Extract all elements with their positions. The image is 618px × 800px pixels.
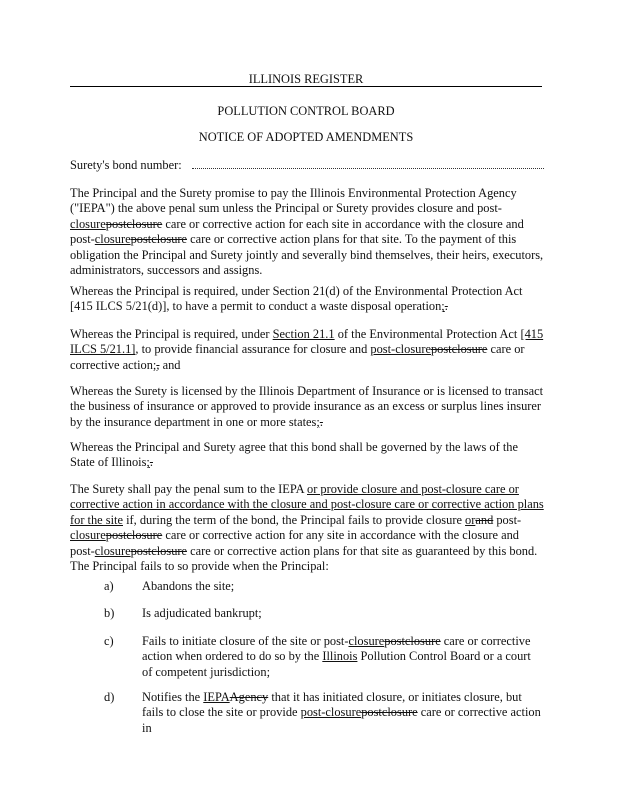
item-label: a) bbox=[104, 579, 114, 593]
item-text bbox=[142, 634, 542, 680]
text-run: The Surety shall pay the penal sum to the IEPA bbox=[70, 482, 307, 496]
item-label: b) bbox=[104, 606, 115, 620]
paragraph-governing-law bbox=[70, 440, 544, 471]
text-run: that it has initiated closure, or initiates closure, but fails to close the site or provide bbox=[142, 690, 522, 720]
deleted-text: Agency bbox=[229, 690, 269, 704]
deleted-text: , bbox=[156, 357, 160, 372]
deleted-text: postclosure bbox=[130, 543, 188, 558]
inserted-text: closure bbox=[94, 232, 131, 247]
notice-title: NOTICE OF ADOPTED AMENDMENTS bbox=[198, 130, 414, 144]
deleted-text: postclosure bbox=[384, 634, 441, 648]
item-label: c) bbox=[104, 634, 114, 648]
text-run: Fails to initiate closure of the site or post- bbox=[142, 634, 349, 648]
paragraph-permit bbox=[70, 284, 544, 315]
text-run: care or corrective action when ordered to do so by the bbox=[142, 634, 531, 664]
inserted-text: post-closure bbox=[300, 705, 362, 720]
board-title: POLLUTION CONTROL BOARD bbox=[217, 104, 395, 118]
text-run: , to provide financial assurance for closure and bbox=[135, 342, 371, 357]
inserted-text: ; bbox=[146, 455, 150, 470]
text-run: care or corrective action for any site in accordance with the closure and post- bbox=[70, 528, 519, 558]
inserted-text: Section 21.1 bbox=[272, 327, 335, 341]
deleted-text: . bbox=[444, 299, 448, 314]
text-run: Whereas the Principal and Surety agree that this bond shall be governed by the laws of the State of Illinois bbox=[70, 440, 518, 470]
text-run: care or corrective action bbox=[70, 342, 525, 372]
inserted-text: post-closure bbox=[370, 342, 431, 357]
text-run: Pollution Control Board or a court of competent jurisdiction; bbox=[142, 649, 531, 679]
text-run: care or corrective action plans for that site. To the payment of this obligation the Principal and Surety jointly and severally bind themselves, their heirs, executors, administrators, successors and assigns. bbox=[70, 232, 544, 278]
deleted-text: postclosure bbox=[105, 216, 163, 231]
text-run: care or corrective action for each site in accordance with the closure and post- bbox=[70, 216, 524, 247]
text-run: care or corrective action in bbox=[142, 705, 541, 735]
register-title: ILLINOIS REGISTER bbox=[248, 72, 364, 86]
surety-bond-line bbox=[70, 158, 544, 173]
text-run: Whereas the Principal is required, under Section 21(d) of the Environmental Protection Act [415 ILCS 5/21(d)], to have a permit to conduct a waste disposal operation bbox=[70, 284, 523, 314]
paragraph-promise bbox=[70, 186, 544, 278]
inserted-text: [415 ILCS 5/21.1] bbox=[70, 327, 544, 357]
text-run: and bbox=[159, 357, 181, 372]
paragraph-surety-obligation bbox=[70, 482, 544, 574]
deleted-text: and bbox=[475, 512, 494, 527]
surety-bond-blank bbox=[192, 158, 544, 169]
text-run: if, during the term of the bond, the Principal fails to provide closure bbox=[123, 512, 466, 527]
text-run: of the Environmental Protection Act bbox=[334, 327, 521, 341]
inserted-text: closure bbox=[70, 528, 106, 543]
paragraph-surety-license bbox=[70, 384, 544, 430]
paragraph-financial-assurance bbox=[70, 327, 544, 373]
inserted-text: closure bbox=[70, 216, 106, 231]
inserted-text: closure bbox=[94, 543, 131, 558]
inserted-text: closure bbox=[348, 634, 385, 648]
text-run: care or corrective action plans for that site as guaranteed by this bond. The Principal fails to so provide when the Principal: bbox=[70, 543, 538, 574]
deleted-text: postclosure bbox=[361, 705, 418, 720]
inserted-text: Illinois bbox=[322, 649, 358, 664]
header-rule bbox=[70, 86, 542, 87]
inserted-text: ; bbox=[152, 357, 157, 372]
deleted-text: . bbox=[319, 414, 323, 429]
inserted-text: ; bbox=[441, 299, 445, 314]
item-text: Is adjudicated bankrupt; bbox=[142, 606, 262, 620]
deleted-text: postclosure bbox=[105, 528, 163, 543]
deleted-text: postclosure bbox=[130, 232, 188, 247]
item-label: d) bbox=[104, 690, 115, 704]
deleted-text: . bbox=[149, 455, 153, 470]
item-text bbox=[142, 690, 542, 736]
inserted-text: ; bbox=[316, 414, 320, 429]
deleted-text: postclosure bbox=[430, 342, 488, 357]
text-run: Whereas the Surety is licensed by the Illinois Department of Insurance or is licensed to transact the business of insurance or approved to provide insurance as an excess or surplus lines insurer by the insurance department in one or more states bbox=[70, 384, 544, 429]
item-text: Abandons the site; bbox=[142, 579, 235, 593]
inserted-text: or provide closure and post-closure care or corrective action in accordance with the closure and post-closure care or corrective action plans for the site bbox=[70, 482, 544, 527]
text-run: Notifies the bbox=[142, 690, 204, 704]
text-run: Whereas the Principal is required, under bbox=[70, 327, 273, 341]
text-run: The Principal and the Surety promise to pay the Illinois Environmental Protection Agency ("IEPA") the above penal sum unless the Principal or Surety provides closure and post- bbox=[70, 186, 517, 216]
inserted-text: or bbox=[465, 512, 476, 527]
text-run: post- bbox=[493, 512, 522, 527]
inserted-text: IEPA bbox=[203, 690, 230, 704]
surety-bond-label: Surety's bond number: bbox=[70, 158, 182, 172]
